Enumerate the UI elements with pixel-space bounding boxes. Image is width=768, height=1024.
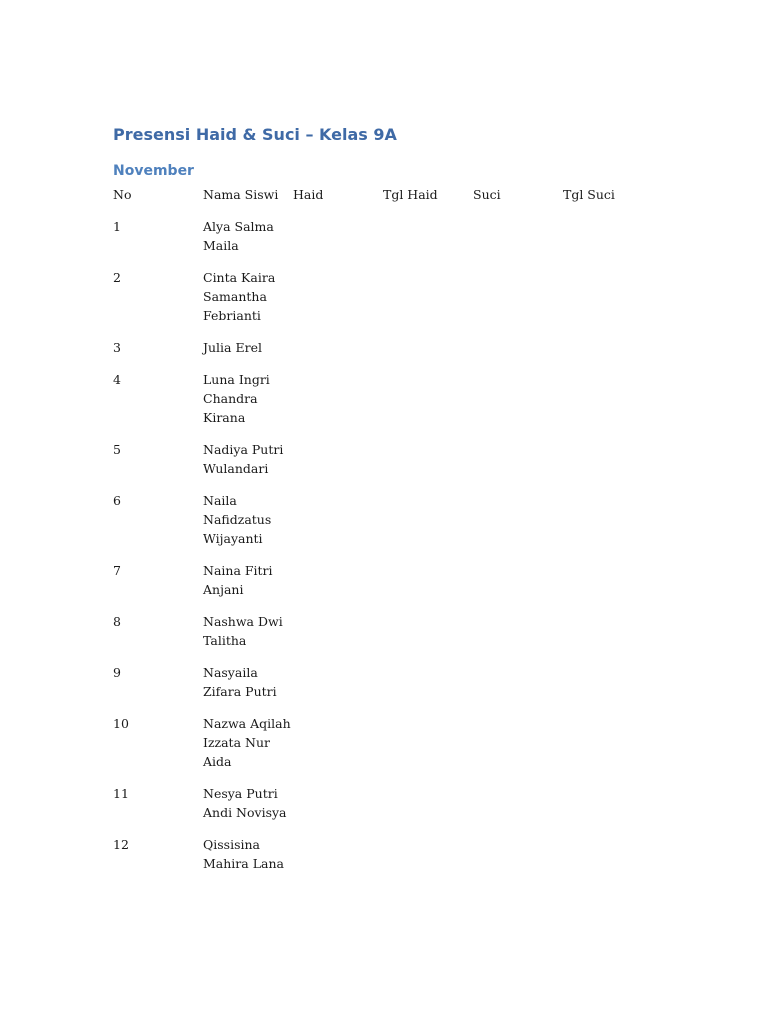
header-tgl-haid: Tgl Haid: [383, 187, 438, 202]
cell-no: 6: [113, 493, 121, 508]
cell-tgl-suci: [563, 440, 653, 491]
cell-tgl-haid: [383, 491, 473, 561]
cell-tgl-haid: [383, 338, 473, 370]
cell-haid: [293, 612, 383, 663]
document-title: Presensi Haid & Suci – Kelas 9A: [113, 125, 397, 144]
cell-haid: [293, 217, 383, 268]
cell-suci: [473, 784, 563, 835]
cell-haid: [293, 835, 383, 886]
table-row: [113, 612, 653, 663]
cell-name: Nadiya Putri Wulandari: [203, 442, 284, 476]
cell-tgl-haid: [383, 714, 473, 784]
cell-haid: [293, 714, 383, 784]
cell-name: Naina Fitri Anjani: [203, 563, 273, 597]
cell-name: Alya Salma Maila: [203, 219, 274, 253]
cell-suci: [473, 612, 563, 663]
cell-no: 2: [113, 270, 121, 285]
cell-tgl-suci: [563, 268, 653, 338]
cell-tgl-haid: [383, 370, 473, 440]
header-haid: Haid: [293, 187, 324, 202]
cell-tgl-haid: [383, 784, 473, 835]
cell-haid: [293, 561, 383, 612]
table-row: [113, 784, 653, 835]
attendance-table: [113, 185, 653, 886]
cell-haid: [293, 784, 383, 835]
cell-name: Nashwa Dwi Talitha: [203, 614, 283, 648]
cell-name: Naila Nafidzatus Wijayanti: [203, 493, 272, 546]
table-row: [113, 561, 653, 612]
cell-name: Nesya Putri Andi Novisya: [203, 786, 287, 820]
table-body: [113, 217, 653, 886]
cell-no: 10: [113, 716, 129, 731]
header-suci: Suci: [473, 187, 501, 202]
cell-suci: [473, 268, 563, 338]
cell-tgl-suci: [563, 338, 653, 370]
cell-suci: [473, 217, 563, 268]
cell-suci: [473, 835, 563, 886]
cell-name: Nazwa Aqilah Izzata Nur Aida: [203, 716, 291, 769]
cell-tgl-suci: [563, 612, 653, 663]
cell-name: Qissisina Mahira Lana: [203, 837, 284, 871]
cell-suci: [473, 338, 563, 370]
cell-name: Julia Erel: [203, 340, 262, 355]
cell-suci: [473, 663, 563, 714]
header-name: Nama Siswi: [203, 187, 279, 202]
cell-tgl-haid: [383, 217, 473, 268]
header-tgl-suci: Tgl Suci: [563, 187, 615, 202]
table-row: [113, 491, 653, 561]
cell-tgl-haid: [383, 663, 473, 714]
cell-no: 3: [113, 340, 121, 355]
cell-tgl-haid: [383, 612, 473, 663]
cell-haid: [293, 440, 383, 491]
table-row: [113, 663, 653, 714]
cell-haid: [293, 370, 383, 440]
table-row: [113, 338, 653, 370]
cell-no: 12: [113, 837, 129, 852]
cell-tgl-suci: [563, 714, 653, 784]
cell-tgl-suci: [563, 217, 653, 268]
cell-no: 1: [113, 219, 121, 234]
cell-no: 8: [113, 614, 121, 629]
cell-haid: [293, 491, 383, 561]
table-row: [113, 440, 653, 491]
cell-tgl-haid: [383, 440, 473, 491]
table-header: [113, 185, 653, 217]
cell-tgl-suci: [563, 835, 653, 886]
table-row: [113, 268, 653, 338]
table-row: [113, 217, 653, 268]
table-row: [113, 714, 653, 784]
header-no: No: [113, 187, 132, 202]
table-row: [113, 835, 653, 886]
cell-suci: [473, 370, 563, 440]
cell-no: 7: [113, 563, 121, 578]
cell-no: 9: [113, 665, 121, 680]
cell-suci: [473, 491, 563, 561]
cell-no: 5: [113, 442, 121, 457]
cell-name: Nasyaila Zifara Putri: [203, 665, 277, 699]
cell-suci: [473, 440, 563, 491]
cell-no: 11: [113, 786, 129, 801]
cell-name: Cinta Kaira Samantha Febrianti: [203, 270, 276, 323]
header-row: [113, 185, 653, 217]
cell-tgl-suci: [563, 370, 653, 440]
cell-tgl-suci: [563, 491, 653, 561]
cell-no: 4: [113, 372, 121, 387]
cell-haid: [293, 268, 383, 338]
month-heading: November: [113, 163, 194, 179]
cell-tgl-haid: [383, 268, 473, 338]
cell-haid: [293, 338, 383, 370]
cell-name: Luna Ingri Chandra Kirana: [203, 372, 270, 425]
cell-suci: [473, 561, 563, 612]
cell-haid: [293, 663, 383, 714]
cell-tgl-haid: [383, 835, 473, 886]
cell-tgl-suci: [563, 561, 653, 612]
cell-tgl-haid: [383, 561, 473, 612]
cell-tgl-suci: [563, 663, 653, 714]
table-row: [113, 370, 653, 440]
cell-suci: [473, 714, 563, 784]
cell-tgl-suci: [563, 784, 653, 835]
